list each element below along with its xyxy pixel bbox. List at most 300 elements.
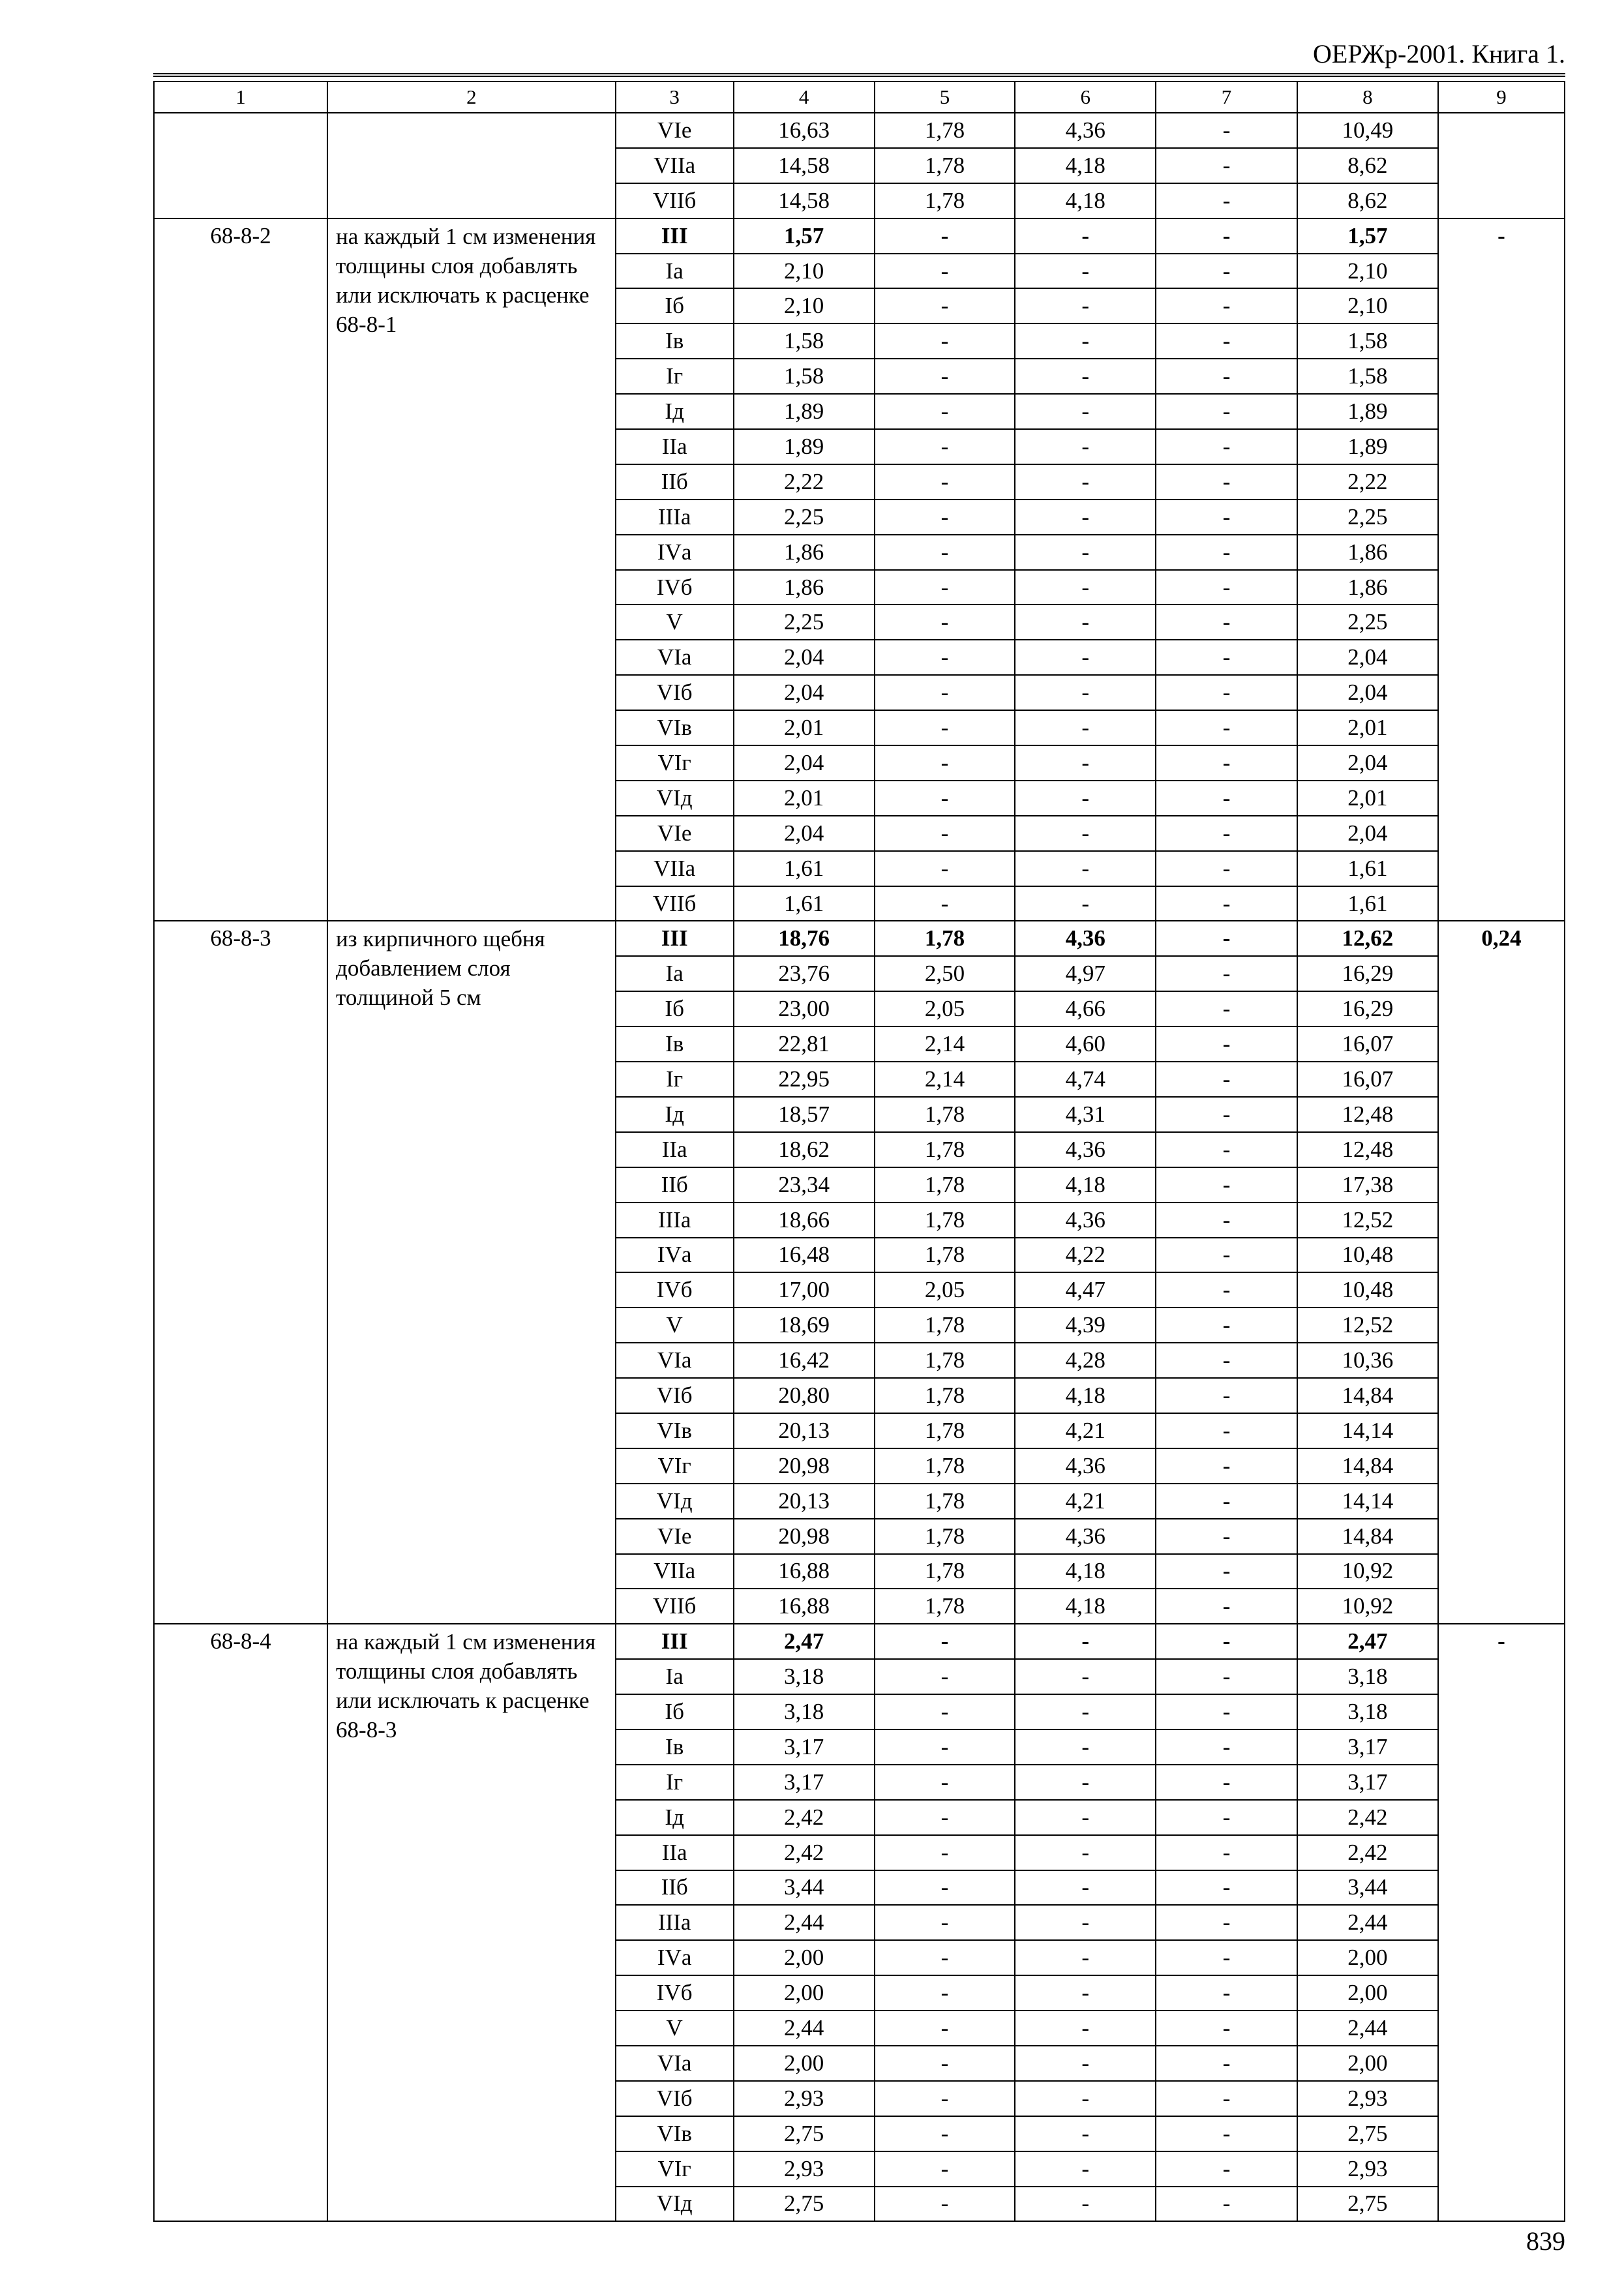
materials-cell: 2,75 (1297, 2187, 1438, 2222)
region-cell: VIIа (616, 148, 734, 183)
region-cell: III (616, 1624, 734, 1659)
machine-cost-cell: 4,28 (1015, 1343, 1156, 1378)
machine-cost-cell: 4,66 (1015, 991, 1156, 1026)
region-cell: IIIа (616, 500, 734, 535)
total-rate-cell: 2,44 (734, 1905, 875, 1940)
wages-cell: - (875, 464, 1015, 500)
total-rate-cell: 2,04 (734, 640, 875, 675)
driver-wages-cell: - (1156, 1905, 1297, 1940)
machine-cost-cell: - (1015, 851, 1156, 886)
driver-wages-cell: - (1156, 1062, 1297, 1097)
machine-cost-cell: - (1015, 570, 1156, 605)
driver-wages-cell: - (1156, 2116, 1297, 2151)
materials-cell: 16,07 (1297, 1062, 1438, 1097)
total-rate-cell: 14,58 (734, 148, 875, 183)
table-row (154, 113, 1565, 148)
total-rate-cell: 2,93 (734, 2151, 875, 2187)
wages-cell: - (875, 1729, 1015, 1765)
region-cell: IIа (616, 1835, 734, 1870)
region-cell: Iд (616, 394, 734, 429)
driver-wages-cell: - (1156, 886, 1297, 921)
driver-wages-cell: - (1156, 1343, 1297, 1378)
driver-wages-cell: - (1156, 851, 1297, 886)
column-number: 1 (154, 82, 327, 113)
region-cell: VIIб (616, 1589, 734, 1624)
total-rate-cell: 23,00 (734, 991, 875, 1026)
total-rate-cell: 2,42 (734, 1800, 875, 1835)
code-cell-empty (154, 113, 327, 218)
materials-cell: 2,04 (1297, 675, 1438, 710)
driver-wages-cell: - (1156, 464, 1297, 500)
total-rate-cell: 2,93 (734, 2081, 875, 2116)
wages-cell: 1,78 (875, 183, 1015, 218)
rate-column-9: - (1438, 1624, 1565, 2221)
wages-cell: - (875, 1765, 1015, 1800)
total-rate-cell: 16,88 (734, 1554, 875, 1589)
wages-cell: - (875, 2081, 1015, 2116)
driver-wages-cell: - (1156, 1308, 1297, 1343)
materials-cell: 2,42 (1297, 1800, 1438, 1835)
driver-wages-cell: - (1156, 1729, 1297, 1765)
wages-cell: - (875, 675, 1015, 710)
total-rate-cell: 1,61 (734, 886, 875, 921)
total-rate-cell: 20,98 (734, 1448, 875, 1484)
wages-cell: - (875, 781, 1015, 816)
driver-wages-cell: - (1156, 2046, 1297, 2081)
region-cell: Iб (616, 1694, 734, 1729)
driver-wages-cell: - (1156, 323, 1297, 359)
total-rate-cell: 2,01 (734, 781, 875, 816)
wages-cell: 1,78 (875, 1448, 1015, 1484)
total-rate-cell: 16,48 (734, 1238, 875, 1273)
materials-cell: 2,75 (1297, 2116, 1438, 2151)
materials-cell: 2,25 (1297, 500, 1438, 535)
materials-cell: 10,92 (1297, 1589, 1438, 1624)
driver-wages-cell: - (1156, 2151, 1297, 2187)
region-cell: Iб (616, 288, 734, 323)
machine-cost-cell: 4,18 (1015, 1167, 1156, 1203)
region-cell: VIIа (616, 851, 734, 886)
driver-wages-cell: - (1156, 2081, 1297, 2116)
driver-wages-cell: - (1156, 1694, 1297, 1729)
region-cell: VIв (616, 710, 734, 745)
rate-code: 68-8-3 (154, 921, 327, 1624)
region-cell: Iа (616, 254, 734, 289)
total-rate-cell: 20,80 (734, 1378, 875, 1413)
region-cell: V (616, 605, 734, 640)
wages-cell: - (875, 570, 1015, 605)
total-rate-cell: 2,01 (734, 710, 875, 745)
wages-cell: 1,78 (875, 1238, 1015, 1273)
driver-wages-cell: - (1156, 535, 1297, 570)
total-rate-cell: 20,13 (734, 1413, 875, 1448)
materials-cell: 3,18 (1297, 1694, 1438, 1729)
driver-wages-cell: - (1156, 359, 1297, 394)
machine-cost-cell: 4,18 (1015, 148, 1156, 183)
driver-wages-cell: - (1156, 1097, 1297, 1132)
machine-cost-cell: 4,18 (1015, 1589, 1156, 1624)
rate-column-9: 0,24 (1438, 921, 1565, 1624)
materials-cell: 8,62 (1297, 148, 1438, 183)
machine-cost-cell: - (1015, 1940, 1156, 1975)
materials-cell: 3,18 (1297, 1659, 1438, 1694)
column-number: 8 (1297, 82, 1438, 113)
materials-cell: 2,01 (1297, 781, 1438, 816)
wages-cell: 1,78 (875, 1132, 1015, 1167)
wages-cell: - (875, 2011, 1015, 2046)
driver-wages-cell: - (1156, 605, 1297, 640)
wages-cell: - (875, 394, 1015, 429)
driver-wages-cell: - (1156, 254, 1297, 289)
wages-cell: - (875, 535, 1015, 570)
materials-cell: 12,62 (1297, 921, 1438, 956)
wages-cell: 1,78 (875, 1589, 1015, 1624)
total-rate-cell: 2,75 (734, 2187, 875, 2222)
machine-cost-cell: - (1015, 2187, 1156, 2222)
wages-cell: 2,05 (875, 991, 1015, 1026)
total-rate-cell: 2,44 (734, 2011, 875, 2046)
column-number: 5 (875, 82, 1015, 113)
column-number: 3 (616, 82, 734, 113)
wages-cell: - (875, 323, 1015, 359)
region-cell: VIа (616, 640, 734, 675)
machine-cost-cell: 4,97 (1015, 956, 1156, 991)
region-cell: Iг (616, 1062, 734, 1097)
description-cell-empty (327, 113, 616, 218)
machine-cost-cell: 4,47 (1015, 1272, 1156, 1308)
total-rate-cell: 2,00 (734, 1975, 875, 2011)
materials-cell: 10,36 (1297, 1343, 1438, 1378)
region-cell: IIIа (616, 1905, 734, 1940)
wages-cell: - (875, 429, 1015, 464)
driver-wages-cell: - (1156, 816, 1297, 851)
wages-cell: - (875, 1659, 1015, 1694)
driver-wages-cell: - (1156, 1519, 1297, 1554)
machine-cost-cell: - (1015, 2081, 1156, 2116)
machine-cost-cell: - (1015, 816, 1156, 851)
total-rate-cell: 17,00 (734, 1272, 875, 1308)
region-cell: VIIа (616, 1554, 734, 1589)
region-cell: Iб (616, 991, 734, 1026)
materials-cell: 3,17 (1297, 1765, 1438, 1800)
wages-cell: 1,78 (875, 1167, 1015, 1203)
region-cell: VIд (616, 1484, 734, 1519)
wages-cell: - (875, 2046, 1015, 2081)
page-number: 839 (1526, 2226, 1565, 2256)
machine-cost-cell: 4,18 (1015, 1378, 1156, 1413)
materials-cell: 10,48 (1297, 1238, 1438, 1273)
machine-cost-cell: 4,60 (1015, 1026, 1156, 1062)
driver-wages-cell: - (1156, 2187, 1297, 2222)
wages-cell: 1,78 (875, 1554, 1015, 1589)
machine-cost-cell: - (1015, 745, 1156, 781)
machine-cost-cell: - (1015, 359, 1156, 394)
wages-cell: 2,14 (875, 1062, 1015, 1097)
wages-cell: - (875, 359, 1015, 394)
materials-cell: 10,49 (1297, 113, 1438, 148)
region-cell: Iд (616, 1800, 734, 1835)
materials-cell: 10,48 (1297, 1272, 1438, 1308)
driver-wages-cell: - (1156, 1272, 1297, 1308)
machine-cost-cell: - (1015, 254, 1156, 289)
driver-wages-cell: - (1156, 1167, 1297, 1203)
materials-cell: 1,86 (1297, 570, 1438, 605)
wages-cell: 1,78 (875, 1203, 1015, 1238)
driver-wages-cell: - (1156, 148, 1297, 183)
machine-cost-cell: - (1015, 218, 1156, 254)
region-cell: IIб (616, 1167, 734, 1203)
total-rate-cell: 2,00 (734, 2046, 875, 2081)
driver-wages-cell: - (1156, 1132, 1297, 1167)
machine-cost-cell: - (1015, 640, 1156, 675)
materials-cell: 14,84 (1297, 1378, 1438, 1413)
wages-cell: 1,78 (875, 921, 1015, 956)
wages-cell: 2,50 (875, 956, 1015, 991)
column-number: 2 (327, 82, 616, 113)
machine-cost-cell: 4,36 (1015, 921, 1156, 956)
wages-cell: - (875, 1800, 1015, 1835)
rate-column-9: - (1438, 218, 1565, 921)
wages-cell: - (875, 2151, 1015, 2187)
wages-cell: 1,78 (875, 1343, 1015, 1378)
machine-cost-cell: 4,21 (1015, 1484, 1156, 1519)
machine-cost-cell: - (1015, 710, 1156, 745)
region-cell: IIа (616, 1132, 734, 1167)
wages-cell: - (875, 218, 1015, 254)
region-cell: III (616, 921, 734, 956)
machine-cost-cell: - (1015, 1870, 1156, 1906)
wages-cell: - (875, 1975, 1015, 2011)
region-cell: VIб (616, 675, 734, 710)
driver-wages-cell: - (1156, 183, 1297, 218)
machine-cost-cell: - (1015, 1835, 1156, 1870)
driver-wages-cell: - (1156, 394, 1297, 429)
materials-cell: 1,57 (1297, 218, 1438, 254)
region-cell: IIIа (616, 1203, 734, 1238)
driver-wages-cell: - (1156, 1203, 1297, 1238)
region-cell: Iа (616, 1659, 734, 1694)
materials-cell: 8,62 (1297, 183, 1438, 218)
region-cell: IIа (616, 429, 734, 464)
total-rate-cell: 1,86 (734, 535, 875, 570)
machine-cost-cell: - (1015, 675, 1156, 710)
region-cell: VIа (616, 1343, 734, 1378)
rate-description: на каждый 1 см изменения толщины слоя добавлять или исключать к расценке 68-8-3 (327, 1624, 616, 2221)
wages-cell: - (875, 2187, 1015, 2222)
region-cell: V (616, 1308, 734, 1343)
driver-wages-cell: - (1156, 218, 1297, 254)
region-cell: VIб (616, 1378, 734, 1413)
materials-cell: 17,38 (1297, 1167, 1438, 1203)
wages-cell: - (875, 640, 1015, 675)
column-number: 9 (1438, 82, 1565, 113)
machine-cost-cell: - (1015, 464, 1156, 500)
driver-wages-cell: - (1156, 991, 1297, 1026)
materials-cell: 14,84 (1297, 1448, 1438, 1484)
total-rate-cell: 2,04 (734, 675, 875, 710)
driver-wages-cell: - (1156, 288, 1297, 323)
region-cell: IVа (616, 1940, 734, 1975)
driver-wages-cell: - (1156, 1940, 1297, 1975)
total-rate-cell: 1,89 (734, 394, 875, 429)
total-rate-cell: 2,22 (734, 464, 875, 500)
wages-cell: 1,78 (875, 113, 1015, 148)
materials-cell: 3,44 (1297, 1870, 1438, 1906)
machine-cost-cell: 4,21 (1015, 1413, 1156, 1448)
total-rate-cell: 18,57 (734, 1097, 875, 1132)
total-rate-cell: 14,58 (734, 183, 875, 218)
wages-cell: - (875, 886, 1015, 921)
total-rate-cell: 2,10 (734, 254, 875, 289)
machine-cost-cell: - (1015, 500, 1156, 535)
materials-cell: 2,04 (1297, 640, 1438, 675)
machine-cost-cell: 4,31 (1015, 1097, 1156, 1132)
driver-wages-cell: - (1156, 1589, 1297, 1624)
machine-cost-cell: - (1015, 1800, 1156, 1835)
wages-cell: - (875, 710, 1015, 745)
wages-cell: 1,78 (875, 148, 1015, 183)
driver-wages-cell: - (1156, 1554, 1297, 1589)
total-rate-cell: 1,57 (734, 218, 875, 254)
machine-cost-cell: - (1015, 535, 1156, 570)
region-cell: III (616, 218, 734, 254)
wages-cell: - (875, 745, 1015, 781)
total-rate-cell: 3,17 (734, 1765, 875, 1800)
materials-cell: 2,44 (1297, 1905, 1438, 1940)
region-cell: V (616, 2011, 734, 2046)
materials-cell: 2,00 (1297, 2046, 1438, 2081)
column-number-row (154, 82, 1565, 113)
header-double-rule (153, 73, 1565, 77)
driver-wages-cell: - (1156, 113, 1297, 148)
machine-cost-cell: 4,36 (1015, 113, 1156, 148)
driver-wages-cell: - (1156, 500, 1297, 535)
machine-cost-cell: 4,36 (1015, 1519, 1156, 1554)
wages-cell: - (875, 1835, 1015, 1870)
driver-wages-cell: - (1156, 956, 1297, 991)
rates-table (153, 81, 1565, 2222)
materials-cell: 1,61 (1297, 851, 1438, 886)
region-cell: Iв (616, 323, 734, 359)
machine-cost-cell: - (1015, 1694, 1156, 1729)
machine-cost-cell: - (1015, 323, 1156, 359)
region-cell: IVа (616, 1238, 734, 1273)
region-cell: Iг (616, 359, 734, 394)
machine-cost-cell: 4,74 (1015, 1062, 1156, 1097)
total-rate-cell: 20,98 (734, 1519, 875, 1554)
materials-cell: 14,84 (1297, 1519, 1438, 1554)
driver-wages-cell: - (1156, 1975, 1297, 2011)
wages-cell: 1,78 (875, 1484, 1015, 1519)
materials-cell: 14,14 (1297, 1484, 1438, 1519)
materials-cell: 1,89 (1297, 394, 1438, 429)
total-rate-cell: 23,34 (734, 1167, 875, 1203)
materials-cell: 12,52 (1297, 1203, 1438, 1238)
driver-wages-cell: - (1156, 921, 1297, 956)
driver-wages-cell: - (1156, 1765, 1297, 1800)
region-cell: Iг (616, 1765, 734, 1800)
materials-cell: 2,25 (1297, 605, 1438, 640)
materials-cell: 1,86 (1297, 535, 1438, 570)
total-rate-cell: 3,18 (734, 1659, 875, 1694)
materials-cell: 16,29 (1297, 956, 1438, 991)
driver-wages-cell: - (1156, 1870, 1297, 1906)
total-rate-cell: 22,81 (734, 1026, 875, 1062)
driver-wages-cell: - (1156, 1413, 1297, 1448)
driver-wages-cell: - (1156, 1624, 1297, 1659)
rate-description: на каждый 1 см изменения толщины слоя добавлять или исключать к расценке 68-8-1 (327, 218, 616, 921)
rate-code: 68-8-2 (154, 218, 327, 921)
region-cell: IIб (616, 1870, 734, 1906)
materials-cell: 2,00 (1297, 1975, 1438, 2011)
total-rate-cell: 2,04 (734, 816, 875, 851)
wages-cell: 1,78 (875, 1308, 1015, 1343)
driver-wages-cell: - (1156, 1800, 1297, 1835)
rate-code: 68-8-4 (154, 1624, 327, 2221)
region-cell: VIд (616, 2187, 734, 2222)
materials-cell: 2,01 (1297, 710, 1438, 745)
machine-cost-cell: 4,39 (1015, 1308, 1156, 1343)
machine-cost-cell: - (1015, 2151, 1156, 2187)
total-rate-cell: 1,89 (734, 429, 875, 464)
driver-wages-cell: - (1156, 1484, 1297, 1519)
materials-cell: 12,48 (1297, 1132, 1438, 1167)
total-rate-cell: 1,61 (734, 851, 875, 886)
wages-cell: 1,78 (875, 1097, 1015, 1132)
driver-wages-cell: - (1156, 745, 1297, 781)
total-rate-cell: 18,69 (734, 1308, 875, 1343)
total-rate-cell: 16,88 (734, 1589, 875, 1624)
wages-cell: - (875, 851, 1015, 886)
column-number: 7 (1156, 82, 1297, 113)
region-cell: VIв (616, 2116, 734, 2151)
materials-cell: 2,44 (1297, 2011, 1438, 2046)
total-rate-cell: 1,58 (734, 359, 875, 394)
materials-cell: 1,89 (1297, 429, 1438, 464)
total-rate-cell: 22,95 (734, 1062, 875, 1097)
driver-wages-cell: - (1156, 429, 1297, 464)
machine-cost-cell: - (1015, 1905, 1156, 1940)
wages-cell: 1,78 (875, 1378, 1015, 1413)
region-cell: VIд (616, 781, 734, 816)
machine-cost-cell: - (1015, 886, 1156, 921)
region-cell: IVб (616, 1975, 734, 2011)
wages-cell: - (875, 1905, 1015, 1940)
materials-cell: 2,04 (1297, 745, 1438, 781)
materials-cell: 14,14 (1297, 1413, 1438, 1448)
driver-wages-cell: - (1156, 2011, 1297, 2046)
machine-cost-cell: 4,36 (1015, 1132, 1156, 1167)
wages-cell: - (875, 288, 1015, 323)
region-cell: VIIб (616, 886, 734, 921)
table-row (154, 921, 1565, 956)
region-cell: VIг (616, 1448, 734, 1484)
table-row (154, 218, 1565, 254)
driver-wages-cell: - (1156, 675, 1297, 710)
driver-wages-cell: - (1156, 570, 1297, 605)
total-rate-cell: 18,66 (734, 1203, 875, 1238)
materials-cell: 1,58 (1297, 323, 1438, 359)
region-cell: VIа (616, 2046, 734, 2081)
driver-wages-cell: - (1156, 1835, 1297, 1870)
total-rate-cell: 2,47 (734, 1624, 875, 1659)
region-cell: IVб (616, 570, 734, 605)
total-rate-cell: 23,76 (734, 956, 875, 991)
region-cell: IVб (616, 1272, 734, 1308)
driver-wages-cell: - (1156, 1448, 1297, 1484)
region-cell: IIб (616, 464, 734, 500)
region-cell: Iв (616, 1026, 734, 1062)
